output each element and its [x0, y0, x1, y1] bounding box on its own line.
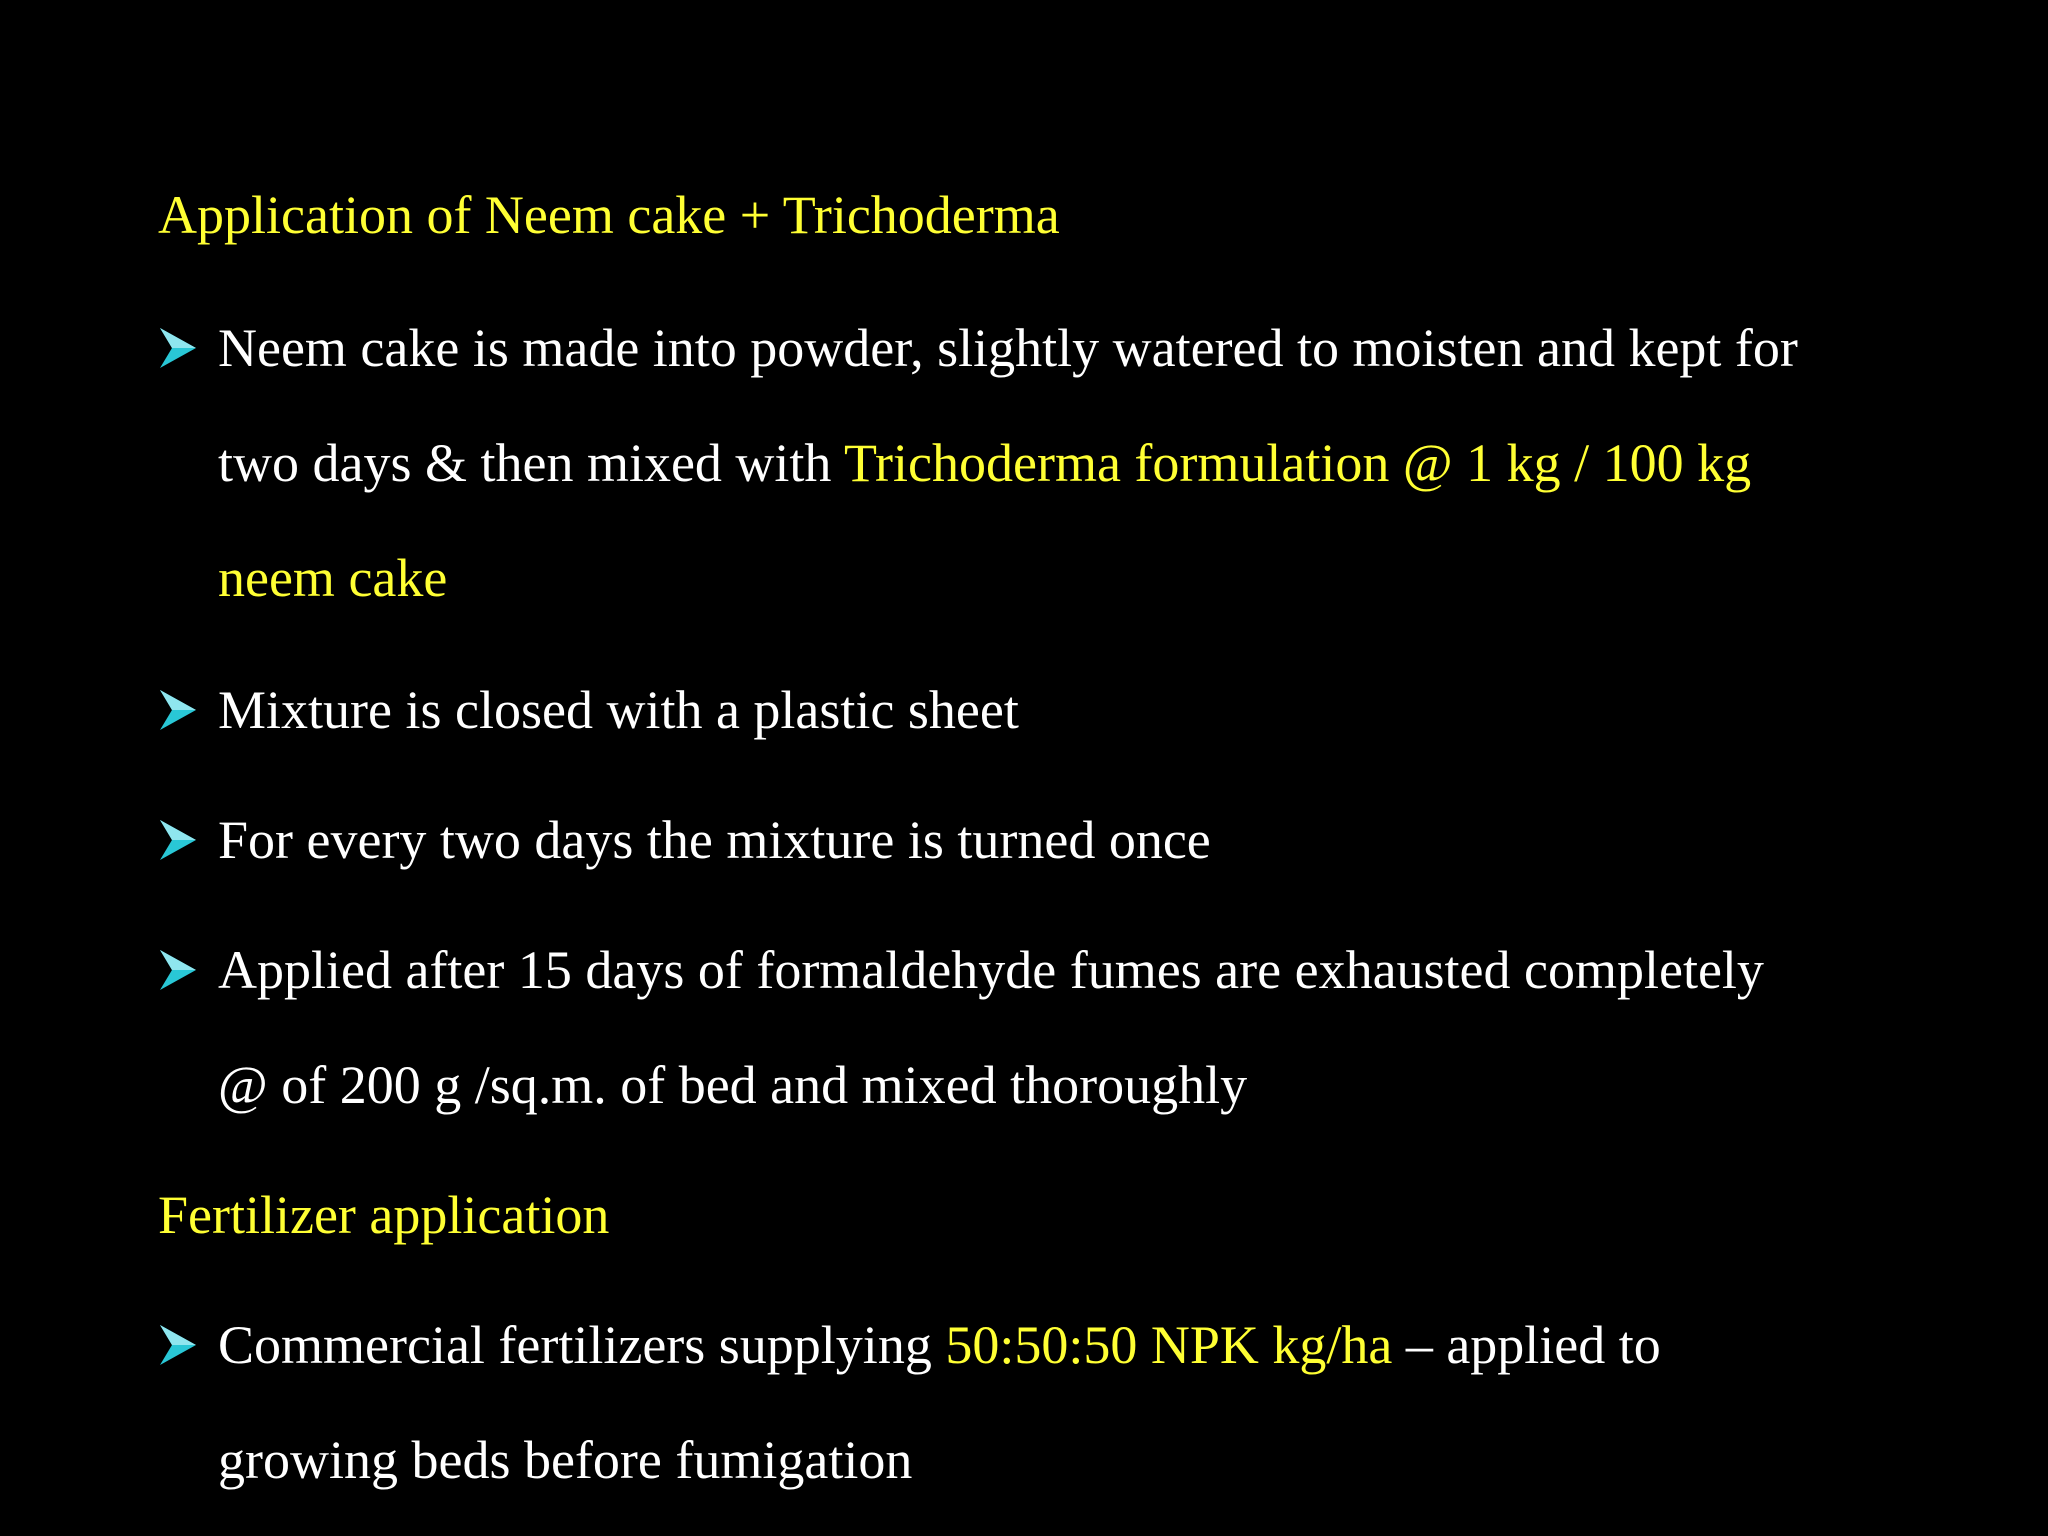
bullet-text-line: Neem cake is made into powder, slightly watered to moisten and kept for: [218, 318, 1798, 378]
arrow-bullet-icon: [158, 948, 198, 992]
bullet-text-line: Applied after 15 days of formaldehyde fumes are exhausted completely: [218, 940, 1764, 1000]
bullet-text-highlight: Trichoderma formulation @ 1 kg / 100 kg: [843, 433, 1752, 493]
bullet-text-plain: Commercial fertilizers supplying: [218, 1315, 946, 1375]
bullet-text-line: Mixture is closed with a plastic sheet: [218, 680, 1019, 740]
section-heading-fertilizer: Fertilizer application: [158, 1185, 610, 1245]
bullet-text-line: [218, 433, 1751, 493]
bullet-text-line: @ of 200 g /sq.m. of bed and mixed thoroughly: [218, 1055, 1248, 1115]
arrow-bullet-icon: [158, 688, 198, 732]
bullet-text-line: For every two days the mixture is turned once: [218, 810, 1211, 870]
arrow-bullet-icon: [158, 818, 198, 862]
bullet-text-plain: – applied to: [1392, 1315, 1661, 1375]
bullet-text-highlight: 50:50:50 NPK kg/ha: [945, 1315, 1393, 1375]
arrow-bullet-icon: [158, 326, 198, 370]
bullet-text-plain: two days & then mixed with: [218, 433, 844, 493]
arrow-bullet-icon: [158, 1323, 198, 1367]
bullet-text-line: growing beds before fumigation: [218, 1430, 913, 1490]
bullet-text-line: [218, 1315, 1661, 1375]
bullet-text-highlight: neem cake: [218, 548, 448, 608]
section-heading-neem-cake: Application of Neem cake + Trichoderma: [158, 185, 1060, 245]
